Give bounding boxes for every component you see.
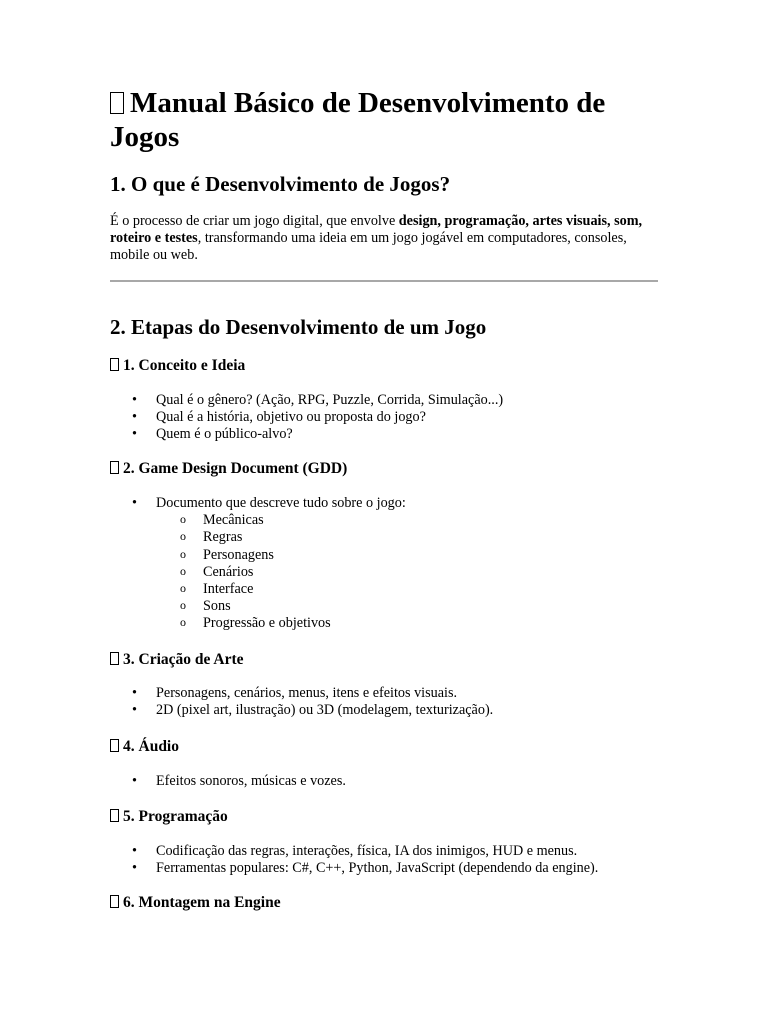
list-item — [110, 495, 406, 633]
section-2-heading: 2. Etapas do Desenvolvimento de um Jogo — [110, 315, 487, 339]
step-1-list — [110, 392, 503, 444]
step-2-title: 2. Game Design Document (GDD) — [123, 460, 348, 477]
sublist-item: o Mecânicas — [156, 512, 406, 529]
list-item: • Qual é o gênero? (Ação, RPG, Puzzle, Corrida, Simulação...) — [110, 392, 503, 409]
section-1-paragraph — [110, 213, 658, 264]
sublist-item: o Cenários — [156, 564, 406, 581]
paragraph-lead: É o processo de criar um jogo digital, que envolve — [110, 213, 399, 229]
horizontal-divider — [110, 280, 658, 282]
list-item: • Personagens, cenários, menus, itens e efeitos visuais. — [110, 685, 493, 702]
list-item: • Efeitos sonoros, músicas e vozes. — [110, 773, 346, 790]
list-item: • Qual é a história, objetivo ou proposta do jogo? — [110, 409, 503, 426]
missing-glyph-icon — [110, 895, 119, 908]
step-3-title: 3. Criação de Arte — [123, 651, 244, 668]
paragraph-bold: design, programação, artes visuais, som, roteiro e testes — [110, 213, 643, 246]
list-item: • Codificação das regras, interações, física, IA dos inimigos, HUD e menus. — [110, 843, 598, 860]
step-5-title: 5. Programação — [123, 808, 228, 825]
step-4-list — [110, 773, 346, 790]
paragraph-tail: , transformando uma ideia em um jogo jogável em computadores, consoles, mobile ou web. — [110, 230, 627, 263]
step-5-heading — [110, 807, 228, 827]
section-1-heading: 1. O que é Desenvolvimento de Jogos? — [110, 172, 451, 196]
missing-glyph-icon — [110, 809, 119, 822]
document-title-text: Manual Básico de Desenvolvimento de Jogos — [110, 87, 606, 153]
step-4-title: 4. Áudio — [123, 738, 179, 755]
sublist-item: o Personagens — [156, 547, 406, 564]
list-item-text: Documento que descreve tudo sobre o jogo: — [156, 495, 406, 511]
missing-glyph-icon — [110, 92, 124, 114]
step-1-title: 1. Conceito e Ideia — [123, 357, 246, 374]
step-4-heading — [110, 737, 179, 757]
step-3-list — [110, 685, 493, 719]
step-2-heading — [110, 459, 347, 479]
document-title — [110, 86, 658, 154]
step-1-heading — [110, 356, 245, 376]
step-2-list — [110, 495, 406, 633]
list-item: • Quem é o público-alvo? — [110, 426, 503, 443]
step-3-heading — [110, 650, 244, 670]
step-5-list — [110, 843, 598, 877]
step-2-sublist — [156, 512, 406, 632]
list-item: • 2D (pixel art, ilustração) ou 3D (modelagem, texturização). — [110, 702, 493, 719]
list-item: • Ferramentas populares: C#, C++, Python, JavaScript (dependendo da engine). — [110, 860, 598, 877]
missing-glyph-icon — [110, 739, 119, 752]
sublist-item: o Interface — [156, 581, 406, 598]
sublist-item: o Sons — [156, 598, 406, 615]
missing-glyph-icon — [110, 652, 119, 665]
missing-glyph-icon — [110, 358, 119, 371]
step-6-title: 6. Montagem na Engine — [123, 894, 281, 911]
sublist-item: o Progressão e objetivos — [156, 615, 406, 632]
missing-glyph-icon — [110, 461, 119, 474]
sublist-item: o Regras — [156, 529, 406, 546]
step-6-heading — [110, 893, 281, 913]
